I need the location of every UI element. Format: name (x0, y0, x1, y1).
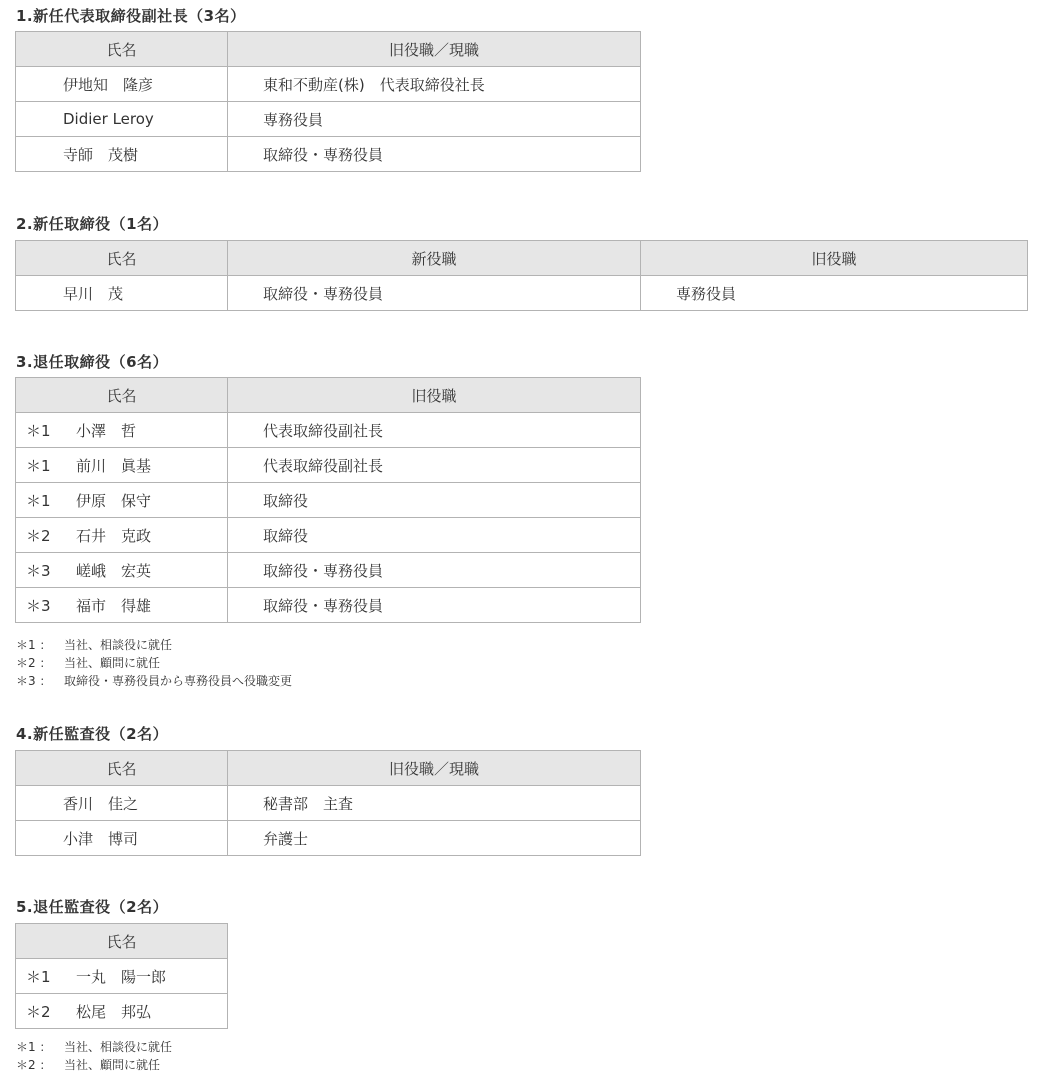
column-header-role: 旧役職／現職 (228, 32, 641, 67)
table-header-row (16, 32, 641, 67)
table-row (16, 67, 641, 102)
person-name: 石井 克政 (76, 526, 152, 545)
person-role: 東和不動産(株) 代表取締役社長 (228, 67, 641, 102)
footnote-text: 当社、顧問に就任 (64, 656, 161, 670)
section-3-footnotes (16, 636, 292, 690)
new-directors-table (15, 240, 1028, 311)
footnote-mark: ＊1 ： (16, 638, 52, 652)
table-row (16, 137, 641, 172)
footnote-mark: ＊1 ： (16, 1040, 52, 1054)
table-row (16, 448, 641, 483)
column-header-role: 旧役職 (228, 378, 641, 413)
footnote-mark: ＊3 (26, 596, 51, 615)
person-name-cell (16, 413, 228, 448)
person-name-cell (16, 518, 228, 553)
footnote-mark: ＊2 (26, 526, 51, 545)
person-name: 早川 茂 (16, 276, 228, 311)
person-role: 取締役 (228, 483, 641, 518)
table-row (16, 588, 641, 623)
person-role: 代表取締役副社長 (228, 448, 641, 483)
table-header-row (16, 751, 641, 786)
new-auditors-table (15, 750, 641, 856)
person-role: 取締役・専務役員 (228, 137, 641, 172)
person-name: 福市 得雄 (76, 596, 152, 615)
person-role: 秘書部 主査 (228, 786, 641, 821)
table-row (16, 994, 228, 1029)
person-old-role: 専務役員 (641, 276, 1028, 311)
footnote-mark: ＊3 ： (16, 674, 52, 688)
person-name: 嵯峨 宏英 (76, 561, 152, 580)
person-role: 取締役・専務役員 (228, 588, 641, 623)
person-name: 伊地知 隆彦 (16, 67, 228, 102)
person-name-cell (16, 959, 228, 994)
person-name: Didier Leroy (16, 102, 228, 137)
table-row (16, 518, 641, 553)
column-header-name: 氏名 (16, 32, 228, 67)
new-vice-presidents-table (15, 31, 641, 172)
footnote-mark: ＊2 (26, 1002, 51, 1021)
person-name: 香川 佳之 (16, 786, 228, 821)
person-role: 取締役・専務役員 (228, 553, 641, 588)
table-row (16, 413, 641, 448)
table-row (16, 786, 641, 821)
footnote-mark: ＊1 (26, 456, 51, 475)
footnote-mark: ＊1 (26, 421, 51, 440)
column-header-name: 氏名 (16, 924, 228, 959)
section-2-title: 2.新任取締役（1名） (16, 215, 169, 233)
section-5-title: 5.退任監査役（2名） (16, 898, 169, 916)
column-header-name: 氏名 (16, 751, 228, 786)
person-new-role: 取締役・専務役員 (228, 276, 641, 311)
footnote (16, 1056, 172, 1074)
table-row (16, 102, 641, 137)
person-name-cell (16, 448, 228, 483)
footnote-mark: ＊1 (26, 967, 51, 986)
column-header-old-role: 旧役職 (641, 241, 1028, 276)
column-header-role: 旧役職／現職 (228, 751, 641, 786)
table-header-row (16, 378, 641, 413)
footnote-text: 当社、顧問に就任 (64, 1058, 161, 1072)
person-name: 小澤 哲 (76, 421, 137, 440)
section-5-footnotes (16, 1038, 172, 1074)
person-name: 伊原 保守 (76, 491, 152, 510)
footnote-text: 取締役・専務役員から専務役員へ役職変更 (64, 674, 293, 688)
person-name-cell (16, 994, 228, 1029)
person-name-cell (16, 588, 228, 623)
footnote-text: 当社、相談役に就任 (64, 638, 173, 652)
person-name: 寺師 茂樹 (16, 137, 228, 172)
table-header-row (16, 924, 228, 959)
person-role: 代表取締役副社長 (228, 413, 641, 448)
column-header-name: 氏名 (16, 241, 228, 276)
footnote (16, 1038, 172, 1056)
section-3-title: 3.退任取締役（6名） (16, 353, 169, 371)
retiring-auditors-table (15, 923, 228, 1029)
footnote (16, 672, 292, 690)
footnote-mark: ＊2 ： (16, 1058, 52, 1072)
person-name-cell (16, 483, 228, 518)
section-4-title: 4.新任監査役（2名） (16, 725, 169, 743)
person-name: 小津 博司 (16, 821, 228, 856)
table-row (16, 276, 1028, 311)
footnote (16, 636, 292, 654)
person-role: 取締役 (228, 518, 641, 553)
person-name-cell (16, 553, 228, 588)
column-header-name: 氏名 (16, 378, 228, 413)
footnote-text: 当社、相談役に就任 (64, 1040, 173, 1054)
column-header-new-role: 新役職 (228, 241, 641, 276)
table-row (16, 483, 641, 518)
person-role: 専務役員 (228, 102, 641, 137)
section-1-title: 1.新任代表取締役副社長（3名） (16, 7, 246, 25)
table-row (16, 959, 228, 994)
person-name: 一丸 陽一郎 (76, 967, 167, 986)
footnote (16, 654, 292, 672)
footnote-mark: ＊2 ： (16, 656, 52, 670)
table-row (16, 553, 641, 588)
footnote-mark: ＊3 (26, 561, 51, 580)
table-row (16, 821, 641, 856)
person-name: 前川 眞基 (76, 456, 152, 475)
retiring-directors-table (15, 377, 641, 623)
footnote-mark: ＊1 (26, 491, 51, 510)
person-role: 弁護士 (228, 821, 641, 856)
person-name: 松尾 邦弘 (76, 1002, 152, 1021)
table-header-row (16, 241, 1028, 276)
